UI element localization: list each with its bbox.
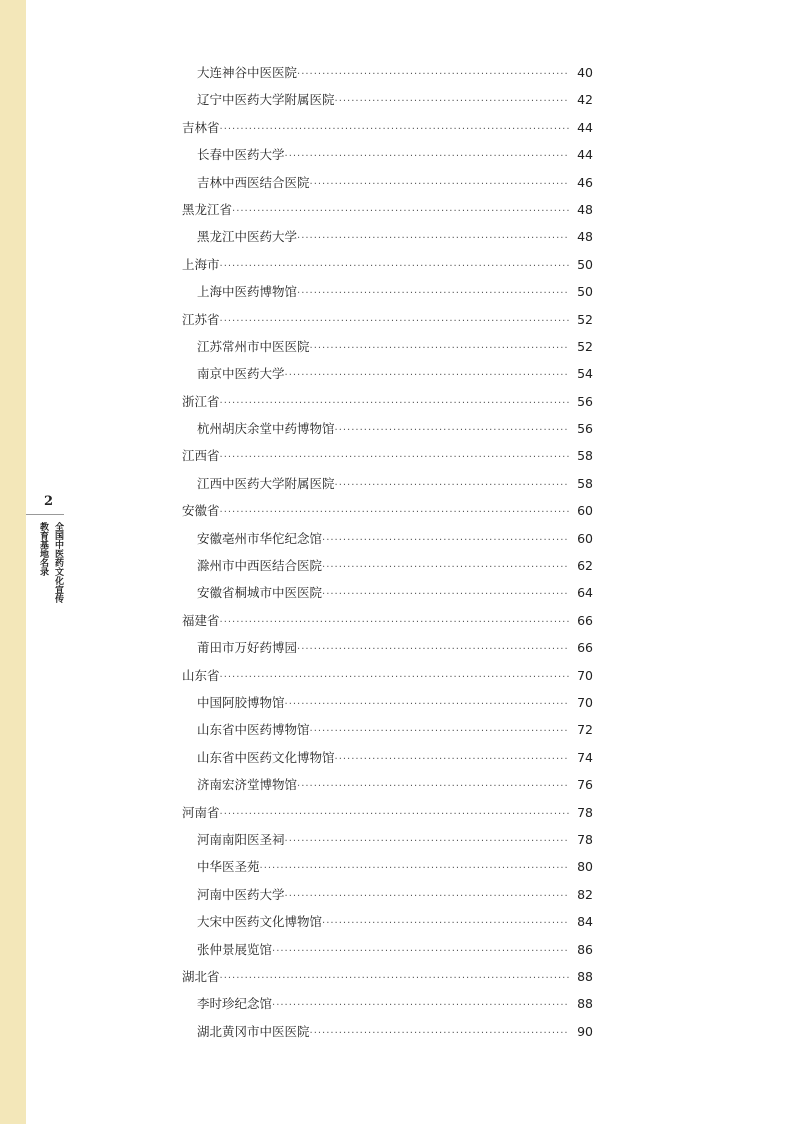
toc-entry[interactable] [182, 529, 593, 556]
dot-leader [220, 398, 569, 409]
entry-title: 中华医圣苑 [197, 859, 260, 875]
entry-title: 杭州胡庆余堂中药博物馆 [197, 421, 335, 437]
dot-leader [285, 370, 569, 381]
entry-title: 莆田市万好药博园 [197, 640, 298, 656]
toc-entry[interactable] [182, 775, 593, 802]
entry-title: 上海市 [182, 256, 220, 272]
toc-entry[interactable] [182, 364, 593, 391]
toc-section[interactable] [182, 967, 593, 994]
entry-title: 长春中医药大学 [197, 147, 285, 163]
divider [26, 514, 64, 515]
entry-page-number: 78 [577, 804, 593, 820]
dot-leader [335, 754, 569, 765]
dot-leader [220, 452, 569, 463]
entry-page-number: 72 [577, 722, 593, 738]
entry-title: 济南宏济堂博物馆 [197, 777, 298, 793]
entry-title: 辽宁中医药大学附属医院 [197, 92, 335, 108]
toc-entry[interactable] [182, 994, 593, 1021]
entry-title: 江苏省 [182, 311, 220, 327]
entry-page-number: 44 [577, 119, 593, 135]
entry-page-number: 90 [577, 1023, 593, 1039]
entry-page-number: 84 [577, 914, 593, 930]
entry-page-number: 86 [577, 941, 593, 957]
dot-leader [335, 425, 569, 436]
dot-leader [220, 617, 569, 628]
entry-title: 河南南阳医圣祠 [197, 831, 285, 847]
entry-page-number: 66 [577, 612, 593, 628]
toc-section[interactable] [182, 310, 593, 337]
entry-title: 大连神谷中医医院 [197, 65, 298, 80]
toc-entry[interactable] [182, 885, 593, 912]
entry-title: 安徽省桐城市中医医院 [197, 585, 323, 601]
dot-leader [260, 863, 569, 874]
dot-leader [285, 151, 569, 162]
entry-page-number: 70 [577, 667, 593, 683]
toc-entry[interactable] [182, 693, 593, 720]
entry-page-number: 88 [577, 968, 593, 984]
entry-title: 南京中医药大学 [197, 366, 285, 382]
entry-page-number: 88 [577, 996, 593, 1012]
dot-leader [322, 589, 569, 600]
dot-leader [322, 562, 569, 573]
entry-title: 河南省 [182, 804, 220, 820]
toc-section[interactable] [182, 446, 593, 473]
dot-leader [297, 69, 569, 80]
entry-page-number: 64 [577, 585, 593, 601]
toc-section[interactable] [182, 666, 593, 693]
entry-title: 江西中医药大学附属医院 [197, 475, 335, 491]
toc-entry[interactable] [182, 720, 593, 747]
entry-title: 福建省 [182, 612, 220, 628]
toc-section[interactable] [182, 501, 593, 528]
entry-title: 山东省中医药文化博物馆 [197, 749, 335, 765]
dot-leader [220, 261, 569, 272]
entry-page-number: 58 [577, 448, 593, 464]
entry-page-number: 82 [577, 886, 593, 902]
toc-entry[interactable] [182, 940, 593, 967]
entry-page-number: 58 [577, 475, 593, 491]
toc-entry[interactable] [182, 830, 593, 857]
dot-leader [272, 946, 569, 957]
toc-entry[interactable] [182, 63, 593, 90]
dot-leader [285, 699, 569, 710]
entry-page-number: 44 [577, 147, 593, 163]
entry-page-number: 54 [577, 366, 593, 382]
toc-section[interactable] [182, 611, 593, 638]
entry-page-number: 66 [577, 640, 593, 656]
entry-page-number: 76 [577, 777, 593, 793]
toc-entry[interactable] [182, 748, 593, 775]
toc-entry[interactable] [182, 583, 593, 610]
toc-entry[interactable] [182, 419, 593, 446]
entry-page-number: 48 [577, 201, 593, 217]
entry-page-number: 56 [577, 421, 593, 437]
toc-entry[interactable] [182, 1022, 593, 1049]
toc-section[interactable] [182, 255, 593, 282]
dot-leader [220, 507, 569, 518]
entry-title: 安徽亳州市华佗纪念馆 [197, 530, 323, 546]
dot-leader [297, 781, 569, 792]
toc-entry[interactable] [182, 912, 593, 939]
toc-section[interactable] [182, 392, 593, 419]
dot-leader [232, 206, 569, 217]
toc-section[interactable] [182, 803, 593, 830]
entry-title: 滁州市中西医结合医院 [197, 558, 323, 574]
dot-leader [220, 672, 569, 683]
toc-entry[interactable] [182, 556, 593, 583]
entry-page-number: 78 [577, 831, 593, 847]
dot-leader [310, 343, 569, 354]
entry-page-number: 50 [577, 256, 593, 272]
dot-leader [285, 836, 569, 847]
dot-leader [297, 644, 569, 655]
entry-page-number: 40 [577, 65, 593, 80]
entry-page-number: 48 [577, 229, 593, 245]
dot-leader [272, 1000, 569, 1011]
entry-page-number: 60 [577, 503, 593, 519]
entry-title: 黑龙江中医药大学 [197, 229, 298, 245]
entry-title: 吉林省 [182, 119, 220, 135]
page-number: 2 [44, 494, 54, 509]
dot-leader [322, 918, 569, 929]
entry-title: 浙江省 [182, 393, 220, 409]
dot-leader [220, 973, 569, 984]
entry-page-number: 52 [577, 338, 593, 354]
entry-title: 湖北黄冈市中医医院 [197, 1023, 310, 1039]
entry-page-number: 80 [577, 859, 593, 875]
dot-leader [297, 288, 569, 299]
entry-page-number: 52 [577, 311, 593, 327]
dot-leader [220, 809, 569, 820]
dot-leader [335, 480, 569, 491]
toc-entry[interactable] [182, 282, 593, 309]
entry-page-number: 70 [577, 694, 593, 710]
dot-leader [285, 891, 569, 902]
entry-title: 中国阿胶博物馆 [197, 694, 285, 710]
running-title-line-1: 全国中医药文化宣传 [53, 522, 63, 603]
entry-page-number: 62 [577, 558, 593, 574]
entry-title: 张仲景展览馆 [197, 941, 273, 957]
entry-page-number: 74 [577, 749, 593, 765]
dot-leader [220, 124, 569, 135]
entry-page-number: 42 [577, 92, 593, 108]
toc-entry[interactable] [182, 474, 593, 501]
entry-title: 河南中医药大学 [197, 886, 285, 902]
entry-title: 山东省中医药博物馆 [197, 722, 310, 738]
running-title-line-2: 教育基地名录 [38, 522, 48, 576]
entry-title: 大宋中医药文化博物馆 [197, 914, 323, 930]
dot-leader [310, 726, 569, 737]
entry-page-number: 50 [577, 284, 593, 300]
entry-title: 江西省 [182, 448, 220, 464]
entry-title: 吉林中西医结合医院 [197, 174, 310, 190]
dot-leader [220, 316, 569, 327]
dot-leader [310, 179, 569, 190]
toc-entry[interactable] [182, 638, 593, 665]
toc-entry[interactable] [182, 227, 593, 254]
dot-leader [322, 535, 569, 546]
toc-entry[interactable] [182, 90, 593, 117]
entry-title: 李时珍纪念馆 [197, 996, 273, 1012]
entry-title: 上海中医药博物馆 [197, 284, 298, 300]
table-of-contents [182, 63, 593, 1049]
entry-page-number: 56 [577, 393, 593, 409]
dot-leader [297, 233, 569, 244]
toc-entry[interactable] [182, 337, 593, 364]
entry-title: 江苏常州市中医医院 [197, 338, 310, 354]
toc-entry[interactable] [182, 145, 593, 172]
entry-title: 山东省 [182, 667, 220, 683]
entry-page-number: 60 [577, 530, 593, 546]
entry-title: 安徽省 [182, 503, 220, 519]
dot-leader [310, 1028, 569, 1039]
entry-page-number: 46 [577, 174, 593, 190]
dot-leader [335, 96, 569, 107]
toc-section[interactable] [182, 118, 593, 145]
toc-section[interactable] [182, 200, 593, 227]
toc-entry[interactable] [182, 173, 593, 200]
toc-entry[interactable] [182, 857, 593, 884]
entry-title: 黑龙江省 [182, 201, 233, 217]
page-edge-stripe [0, 0, 26, 1124]
entry-title: 湖北省 [182, 968, 220, 984]
